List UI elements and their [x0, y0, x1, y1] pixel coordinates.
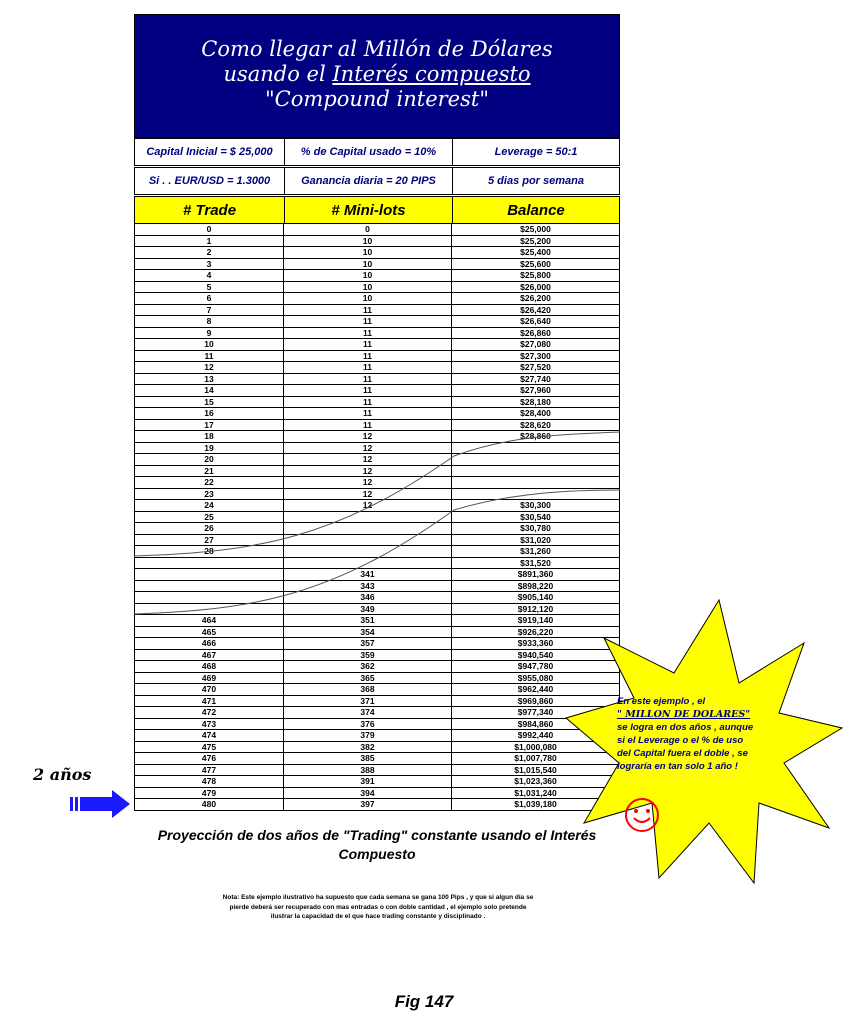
- trade-cell: 10: [134, 339, 284, 351]
- trade-cell: 465: [134, 627, 284, 639]
- minilots-cell: 12: [284, 489, 452, 501]
- table-row: [134, 719, 620, 731]
- minilots-cell: 397: [284, 799, 452, 811]
- balance-cell: $919,140: [452, 615, 620, 627]
- minilots-cell: 351: [284, 615, 452, 627]
- balance-cell: $27,960: [452, 385, 620, 397]
- table-row: [134, 339, 620, 351]
- title-underlined: Interés compuesto: [332, 62, 531, 86]
- break-curve-upper: [134, 432, 620, 556]
- minilots-cell: 374: [284, 707, 452, 719]
- trade-cell: 468: [134, 661, 284, 673]
- minilots-cell: 11: [284, 305, 452, 317]
- trade-cell: 467: [134, 650, 284, 662]
- minilots-cell: 343: [284, 581, 452, 593]
- table-row: [134, 788, 620, 800]
- minilots-cell: 11: [284, 420, 452, 432]
- balance-cell: $25,400: [452, 247, 620, 259]
- balance-cell: $26,640: [452, 316, 620, 328]
- balance-cell: $1,007,780: [452, 753, 620, 765]
- table-row: [134, 305, 620, 317]
- trade-cell: 478: [134, 776, 284, 788]
- trade-cell: 12: [134, 362, 284, 374]
- minilots-cell: 362: [284, 661, 452, 673]
- balance-cell: $1,015,540: [452, 765, 620, 777]
- minilots-cell: 388: [284, 765, 452, 777]
- balance-cell: $25,600: [452, 259, 620, 271]
- balance-cell: $1,031,240: [452, 788, 620, 800]
- trade-cell: 2: [134, 247, 284, 259]
- balance-cell: $28,620: [452, 420, 620, 432]
- minilots-cell: 10: [284, 293, 452, 305]
- trade-cell: 474: [134, 730, 284, 742]
- trade-cell: 479: [134, 788, 284, 800]
- balance-cell: $31,260: [452, 546, 620, 558]
- minilots-cell: 12: [284, 466, 452, 478]
- table-row: [134, 776, 620, 788]
- minilots-cell: 10: [284, 236, 452, 248]
- balance-cell: $30,780: [452, 523, 620, 535]
- minilots-cell: 365: [284, 673, 452, 685]
- trade-cell: 18: [134, 431, 284, 443]
- title-line-2: [135, 62, 619, 87]
- minilots-cell: 11: [284, 408, 452, 420]
- balance-cell: $30,540: [452, 512, 620, 524]
- trade-cell: 470: [134, 684, 284, 696]
- capital-usado-cell: % de Capital usado = 10%: [284, 138, 453, 166]
- balance-cell: $940,540: [452, 650, 620, 662]
- balance-cell: $962,440: [452, 684, 620, 696]
- leverage-cell: Leverage = 50:1: [452, 138, 620, 166]
- trade-cell: 475: [134, 742, 284, 754]
- trade-cell: 26: [134, 523, 284, 535]
- header-balance: Balance: [452, 196, 620, 224]
- balance-cell: $28,180: [452, 397, 620, 409]
- trade-cell: 14: [134, 385, 284, 397]
- trade-cell: 473: [134, 719, 284, 731]
- minilots-cell: 371: [284, 696, 452, 708]
- table-row: [134, 638, 620, 650]
- table-row: [134, 316, 620, 328]
- eurusd-cell: Si . . EUR/USD = 1.3000: [134, 167, 285, 195]
- caption: Proyección de dos años de "Trading" constante usando el Interés Compuesto: [157, 827, 597, 862]
- balance-cell: $31,520: [452, 558, 620, 570]
- balance-cell: $25,800: [452, 270, 620, 282]
- balance-cell: $1,023,360: [452, 776, 620, 788]
- minilots-cell: 12: [284, 477, 452, 489]
- trade-cell: 13: [134, 374, 284, 386]
- balance-cell: $926,220: [452, 627, 620, 639]
- minilots-cell: 10: [284, 247, 452, 259]
- minilots-cell: 10: [284, 270, 452, 282]
- burst-text: [617, 695, 757, 773]
- trade-cell: 5: [134, 282, 284, 294]
- trade-cell: 472: [134, 707, 284, 719]
- trade-cell: 19: [134, 443, 284, 455]
- table-row: [134, 293, 620, 305]
- balance-cell: $27,520: [452, 362, 620, 374]
- table-row: [134, 730, 620, 742]
- trade-cell: 8: [134, 316, 284, 328]
- table-row: [134, 707, 620, 719]
- trade-cell: 11: [134, 351, 284, 363]
- table-row: [134, 627, 620, 639]
- trade-cell: 16: [134, 408, 284, 420]
- trade-cell: 22: [134, 477, 284, 489]
- trade-cell: 476: [134, 753, 284, 765]
- minilots-cell: 11: [284, 385, 452, 397]
- minilots-cell: 394: [284, 788, 452, 800]
- table-row: [134, 374, 620, 386]
- balance-cell: $27,300: [452, 351, 620, 363]
- table-row: [134, 661, 620, 673]
- table-row: [134, 397, 620, 409]
- table-row: [134, 765, 620, 777]
- table-row: [134, 224, 620, 236]
- blue-arrow-icon: [70, 789, 132, 821]
- balance-cell: $26,420: [452, 305, 620, 317]
- balance-cell: $891,360: [452, 569, 620, 581]
- balance-cell: $1,000,080: [452, 742, 620, 754]
- balance-cell: $28,400: [452, 408, 620, 420]
- minilots-cell: 354: [284, 627, 452, 639]
- trade-cell: 9: [134, 328, 284, 340]
- minilots-cell: 341: [284, 569, 452, 581]
- trade-cell: 21: [134, 466, 284, 478]
- table-row: [134, 270, 620, 282]
- trade-cell: 20: [134, 454, 284, 466]
- minilots-cell: 346: [284, 592, 452, 604]
- table-row: [134, 673, 620, 685]
- table-row: [134, 650, 620, 662]
- minilots-cell: 12: [284, 454, 452, 466]
- balance-cell: $25,000: [452, 224, 620, 236]
- minilots-cell: 382: [284, 742, 452, 754]
- balance-cell: $905,140: [452, 592, 620, 604]
- table-row: [134, 742, 620, 754]
- table-row: [134, 282, 620, 294]
- balance-cell: $947,780: [452, 661, 620, 673]
- minilots-cell: 10: [284, 259, 452, 271]
- minilots-cell: 391: [284, 776, 452, 788]
- balance-cell: $27,740: [452, 374, 620, 386]
- minilots-cell: 11: [284, 316, 452, 328]
- table-row: [134, 684, 620, 696]
- minilots-cell: 349: [284, 604, 452, 616]
- trade-cell: 23: [134, 489, 284, 501]
- minilots-cell: 12: [284, 500, 452, 512]
- capital-inicial-cell: Capital Inicial = $ 25,000: [134, 138, 285, 166]
- trade-cell: 1: [134, 236, 284, 248]
- table-row: [134, 259, 620, 271]
- dos-anos-label: 2 años: [33, 765, 92, 784]
- minilots-cell: 11: [284, 362, 452, 374]
- table-header: [134, 196, 620, 224]
- trade-cell: 6: [134, 293, 284, 305]
- balance-cell: $28,860: [452, 431, 620, 443]
- header-trade: # Trade: [134, 196, 285, 224]
- trade-cell: 27: [134, 535, 284, 547]
- trade-cell: 15: [134, 397, 284, 409]
- minilots-cell: 11: [284, 339, 452, 351]
- trade-cell: 466: [134, 638, 284, 650]
- burst-highlight: " MILLON DE DOLARES": [617, 709, 751, 720]
- table-row: [134, 247, 620, 259]
- title-line-3: "Compound interest": [265, 87, 489, 111]
- balance-cell: $977,340: [452, 707, 620, 719]
- info-row-1: [134, 138, 620, 166]
- balance-cell: $31,020: [452, 535, 620, 547]
- info-row-2: [134, 167, 620, 195]
- trade-cell: 0: [134, 224, 284, 236]
- header-minilots: # Mini-lots: [284, 196, 453, 224]
- table-row: [134, 696, 620, 708]
- balance-cell: $26,200: [452, 293, 620, 305]
- minilots-cell: 379: [284, 730, 452, 742]
- balance-cell: $30,300: [452, 500, 620, 512]
- trade-cell: 4: [134, 270, 284, 282]
- title-line-1: Como llegar al Millón de Dólares: [201, 37, 553, 61]
- trade-cell: 28: [134, 546, 284, 558]
- smiley-face-icon: [624, 797, 660, 833]
- balance-cell: $984,860: [452, 719, 620, 731]
- minilots-cell: 12: [284, 443, 452, 455]
- trade-cell: 24: [134, 500, 284, 512]
- table-row: [134, 351, 620, 363]
- trade-cell: 480: [134, 799, 284, 811]
- minilots-cell: 368: [284, 684, 452, 696]
- table-row: [134, 328, 620, 340]
- balance-cell: $992,440: [452, 730, 620, 742]
- minilots-cell: 12: [284, 431, 452, 443]
- footnote: Nota: Este ejemplo ilustrativo ha supuesto que cada semana se gana 100 Pips , y que si algun dia se pierde deberá ser recuperado con mas entradas o con doble cantidad , el ejemplo solo pretende ilustrar la capacidad de el que hace trading constante y disciplinado .: [222, 894, 534, 920]
- trade-cell: 3: [134, 259, 284, 271]
- table-row: [134, 799, 620, 811]
- table-row: [134, 753, 620, 765]
- balance-cell: $27,080: [452, 339, 620, 351]
- table-row: [134, 362, 620, 374]
- minilots-cell: 359: [284, 650, 452, 662]
- break-curves: [134, 420, 620, 620]
- balance-cell: $26,860: [452, 328, 620, 340]
- minilots-cell: 11: [284, 397, 452, 409]
- trade-cell: 464: [134, 615, 284, 627]
- balance-cell: $26,000: [452, 282, 620, 294]
- minilots-cell: 11: [284, 351, 452, 363]
- trade-cell: 17: [134, 420, 284, 432]
- balance-cell: $25,200: [452, 236, 620, 248]
- table-row: [134, 408, 620, 420]
- ganancia-cell: Ganancia diaria = 20 PIPS: [284, 167, 453, 195]
- burst-line-1: En este ejemplo , el: [617, 696, 706, 707]
- minilots-cell: 11: [284, 328, 452, 340]
- table-row: [134, 236, 620, 248]
- title-banner: [134, 14, 620, 138]
- minilots-cell: 376: [284, 719, 452, 731]
- trade-cell: 469: [134, 673, 284, 685]
- trade-cell: 477: [134, 765, 284, 777]
- balance-cell: $898,220: [452, 581, 620, 593]
- balance-cell: $955,080: [452, 673, 620, 685]
- minilots-cell: 11: [284, 374, 452, 386]
- minilots-cell: 385: [284, 753, 452, 765]
- balance-cell: $912,120: [452, 604, 620, 616]
- dias-cell: 5 dias por semana: [452, 167, 620, 195]
- trade-cell: 25: [134, 512, 284, 524]
- minilots-cell: 10: [284, 282, 452, 294]
- table-row: [134, 385, 620, 397]
- minilots-cell: 357: [284, 638, 452, 650]
- balance-cell: $1,039,180: [452, 799, 620, 811]
- title-line-2-prefix: usando el: [223, 62, 333, 86]
- trade-cell: 471: [134, 696, 284, 708]
- trade-cell: 7: [134, 305, 284, 317]
- burst-rest: se logra en dos años , aunque si el Leverage o el % de uso del Capital fuera el doble , se lograría en tan solo 1 año !: [617, 722, 754, 772]
- balance-cell: $933,360: [452, 638, 620, 650]
- minilots-cell: 0: [284, 224, 452, 236]
- figure-label: Fig 147: [394, 992, 454, 1011]
- balance-cell: $969,860: [452, 696, 620, 708]
